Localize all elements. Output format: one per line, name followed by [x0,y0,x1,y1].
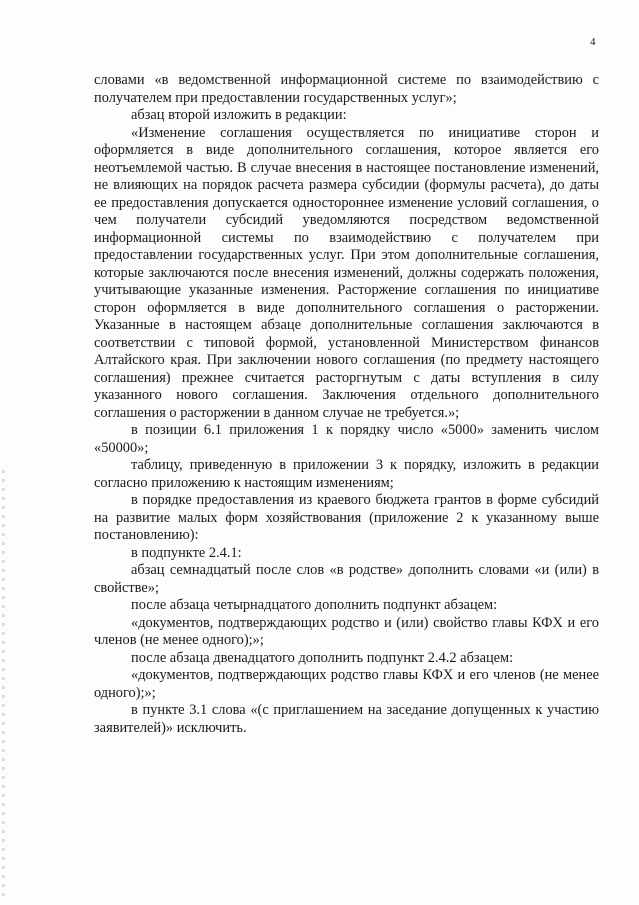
paragraph: в порядке предоставления из краевого бюджета грантов в форме субсидий на развитие малых форм хозяйствования (приложение 2 к указанному выше постановлению): [94,492,599,543]
page-number: 4 [590,36,596,48]
paragraph: «документов, подтверждающих родство главы КФХ и его членов (не менее одного);»; [94,667,599,701]
paragraph: «документов, подтверждающих родство и (или) свойство главы КФХ и его членов (не менее одного);»; [94,614,599,648]
scan-edge-mark [2,470,5,900]
paragraph: в пункте 3.1 слова «(с приглашением на заседание допущенных к участию заявителей)» исключить. [94,702,599,736]
paragraph: в позиции 6.1 приложения 1 к порядку число «5000» заменить числом «50000»; [94,422,599,456]
paragraph: после абзаца четырнадцатого дополнить подпункт абзацем: [131,597,498,613]
paragraph: «Изменение соглашения осуществляется по инициативе сторон и оформляется в виде дополнительного соглашения, которое является его неотъемлемой частью. В случае внесения в настоящее постановление изменений, не влияющих на порядок расчета размера субсидии (формулы расчета), до даты ее предоставления допускается одностороннее изменение условий соглашения, о чем получатели субсидий уведомляются посредством ведомственной информационной системы по взаимодействию с получателем при предоставлении государственных услуг. При этом дополнительные соглашения, которые заключаются после внесения изменений, должны содержать положения, учитывающие указанные изменения. Расторжение соглашения по инициативе сторон оформляется в виде дополнительного соглашения о расторжении. Указанные в настоящем абзаце дополнительные соглашения заключаются в соответствии с типовой формой, установленной Министерством финансов Алтайского края. При заключении нового соглашения (по предмету настоящего соглашения) прежнее считается расторгнутым с даты вступления в силу указанного нового соглашения. Заключения отдельного дополнительного соглашения о расторжении в данном случае не требуется.»; [94,124,599,421]
paragraph: словами «в ведомственной информационной системе по взаимодействию с получателем при предоставлении государственных услуг»; [94,72,599,106]
paragraph: абзац семнадцатый после слов «в родстве» дополнить словами «и (или) в свойстве»; [94,562,599,596]
paragraph: абзац второй изложить в редакции: [131,107,347,123]
document-body [94,72,599,737]
paragraph: таблицу, приведенную в приложении 3 к порядку, изложить в редакции согласно приложению к настоящим изменениям; [94,457,599,491]
paragraph: в подпункте 2.4.1: [131,544,242,561]
paragraph: после абзаца двенадцатого дополнить подпункт 2.4.2 абзацем: [131,649,514,666]
